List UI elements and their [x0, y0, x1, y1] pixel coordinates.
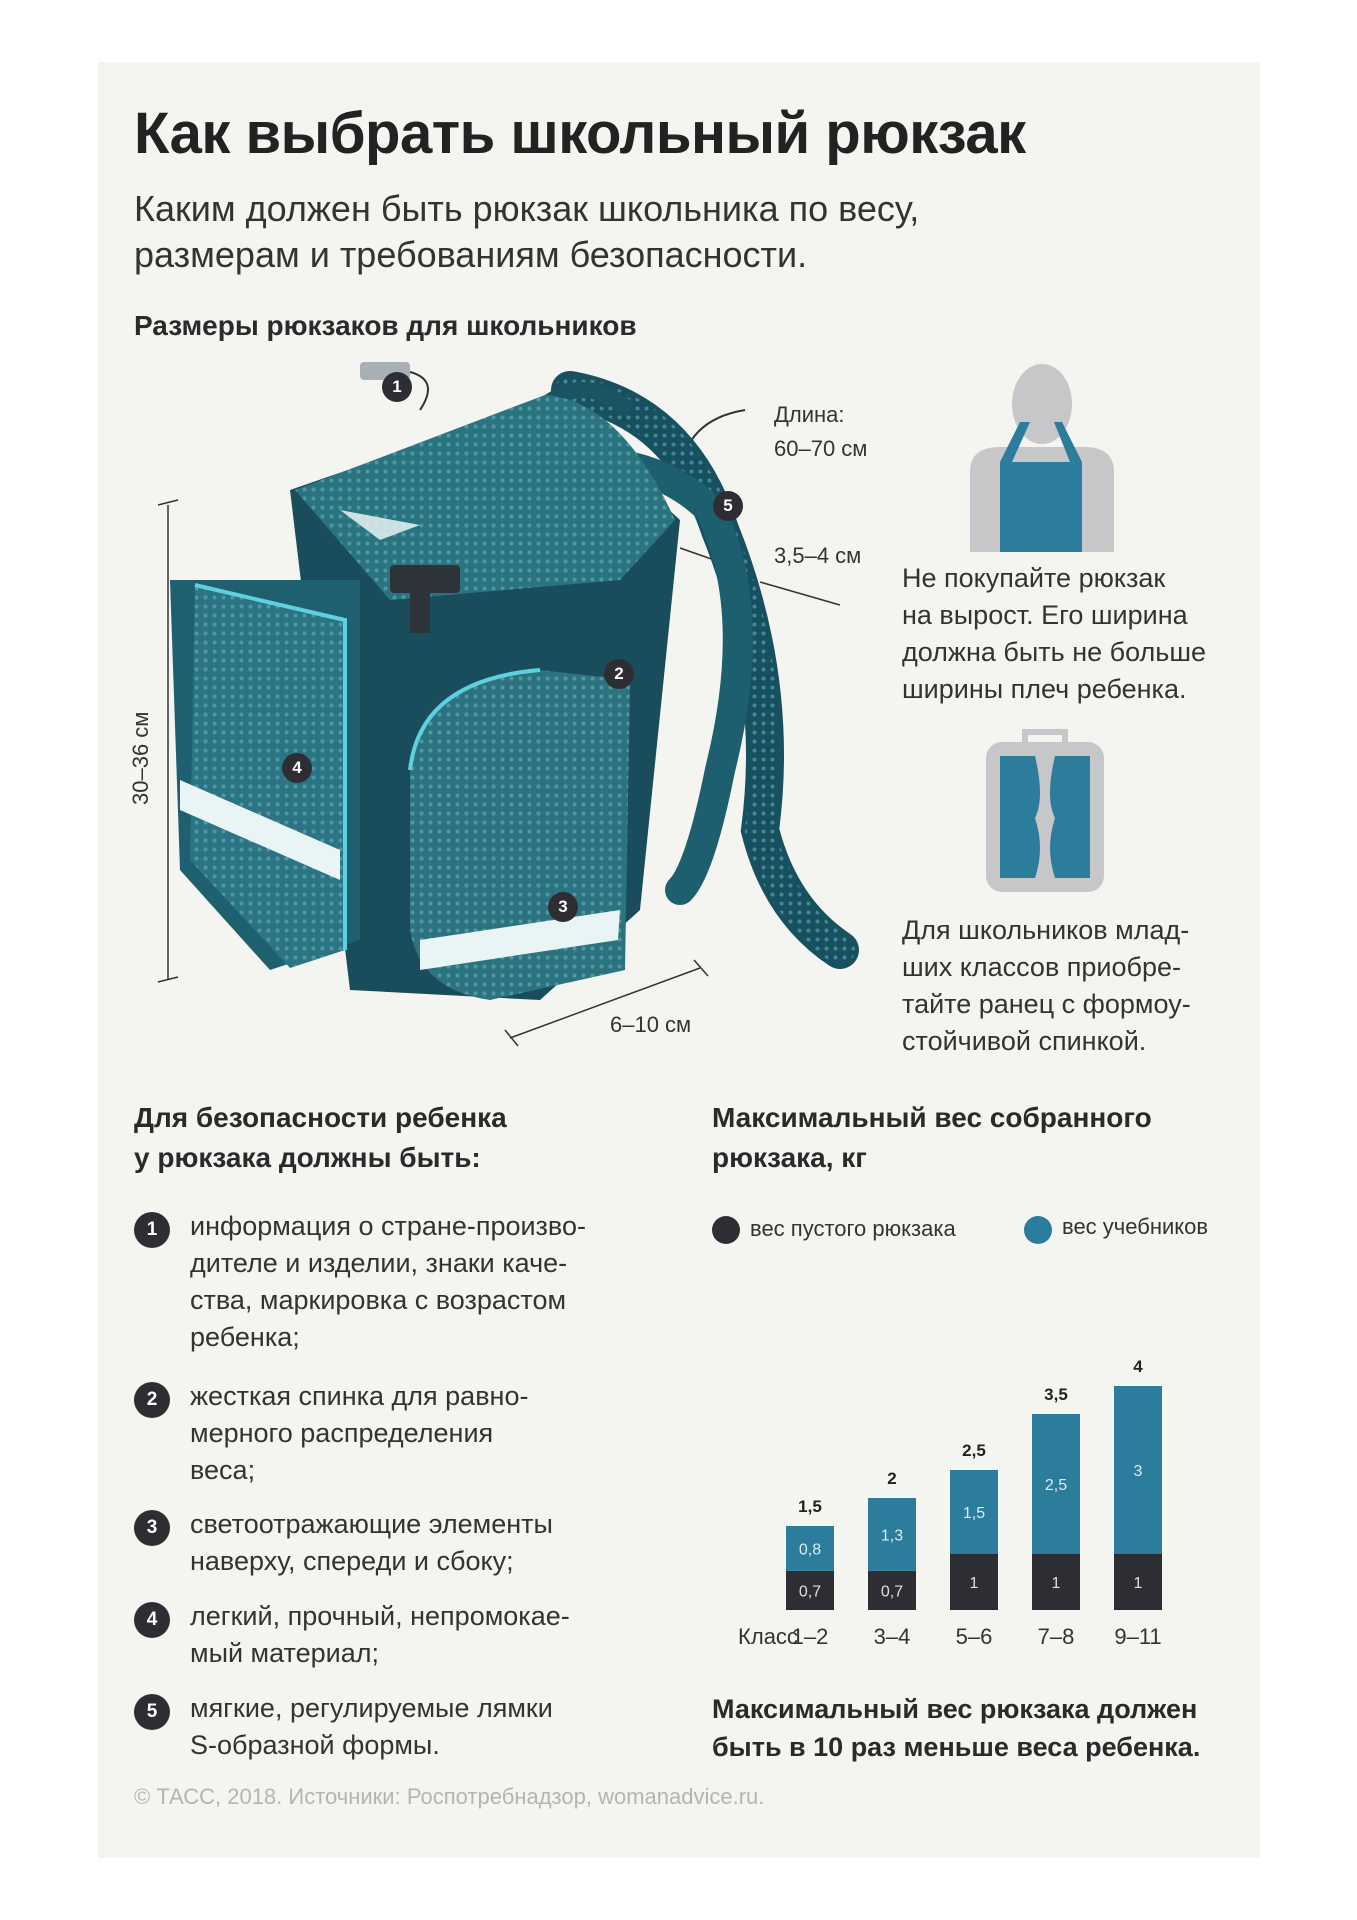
marker-3: 3 [548, 892, 578, 922]
x-tick-label: 3–4 [873, 1624, 911, 1649]
bar-total-label: 2,5 [962, 1441, 986, 1460]
x-axis-label: Класс [738, 1624, 798, 1649]
rigid-back-icon [980, 728, 1110, 900]
strap-length-value: 60–70 см [774, 436, 868, 461]
child-with-backpack-icon [960, 362, 1120, 552]
sizes-heading: Размеры рюкзаков для школьников [134, 310, 637, 341]
x-tick-label: 1–2 [791, 1624, 829, 1649]
x-tick-label: 7–8 [1037, 1624, 1075, 1649]
bar-total-label: 1,5 [798, 1497, 822, 1516]
bar-empty-label: 0,7 [880, 1583, 904, 1601]
bar-books-label: 3 [1133, 1463, 1143, 1480]
strap-length-title: Длина: [774, 402, 845, 427]
x-tick-label: 5–6 [955, 1624, 993, 1649]
bar-books-label: 2,5 [1044, 1477, 1068, 1494]
source-footer: © ТАСС, 2018. Источники: Роспотребнадзор, womanadvice.ru. [134, 1784, 765, 1809]
bar-books-label: 1,5 [962, 1505, 986, 1522]
legend-empty-label: вес пустого рюкзака [750, 1216, 956, 1241]
tip-width: Не покупайте рюкзак на вырост. Его ширина должна быть не больше ширины плеч ребенка. [902, 563, 1207, 704]
page-title: Как выбрать школьный рюкзак [134, 101, 1026, 166]
legend-books-label: вес учебников [1062, 1214, 1209, 1239]
number-badge: 4 [134, 1602, 170, 1638]
bar-empty-label: 1 [1133, 1575, 1143, 1592]
bar-empty-label: 1 [1051, 1575, 1061, 1592]
safety-heading: Для безопасности ребенка у рюкзака должны быть: [134, 1102, 507, 1173]
strap-width-label: 3,5–4 см [774, 543, 862, 568]
marker-5: 5 [713, 491, 743, 521]
bar-total-label: 3,5 [1044, 1385, 1068, 1404]
weight-heading: Максимальный вес собранного рюкзака, кг [712, 1102, 1152, 1173]
marker-2: 2 [604, 659, 634, 689]
bar-total-label: 2 [887, 1469, 897, 1488]
number-badge: 1 [134, 1212, 170, 1248]
tip-rigid-back: Для школьников млад- ших классов приобре- тайте ранец с формоу- стойчивой спинкой. [902, 915, 1191, 1056]
conclusion: Максимальный вес рюкзака должен быть в 10 раз меньше веса ребенка. [712, 1694, 1201, 1762]
number-badge: 3 [134, 1510, 170, 1546]
backpack-illustration [120, 350, 860, 1050]
bar-empty-label: 0,7 [798, 1583, 822, 1601]
bar-books-label: 1,3 [880, 1527, 904, 1545]
weight-chart [700, 1270, 1240, 1670]
marker-4: 4 [282, 753, 312, 783]
height-label: 30–36 см [128, 711, 153, 805]
x-tick-label: 9–11 [1114, 1624, 1162, 1649]
bar-empty-label: 1 [969, 1575, 979, 1592]
legend-empty-swatch [712, 1216, 740, 1244]
bar-books-label: 0,8 [798, 1541, 822, 1559]
legend-books-swatch [1024, 1216, 1052, 1244]
number-badge: 2 [134, 1382, 170, 1418]
marker-1: 1 [382, 372, 412, 402]
bar-total-label: 4 [1133, 1357, 1143, 1376]
page-subtitle: Каким должен быть рюкзак школьника по весу, размерам и требованиям безопасности. [134, 188, 920, 275]
depth-label: 6–10 см [610, 1012, 692, 1037]
number-badge: 5 [134, 1694, 170, 1730]
